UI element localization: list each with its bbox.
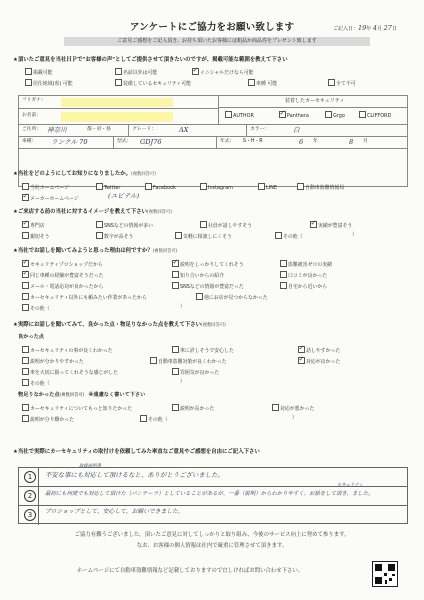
answer-text: 不安な事にも対応して頂けるなと、ありがとうございました。 — [45, 471, 224, 479]
reason-option[interactable] — [22, 293, 147, 301]
date-year[interactable]: 19 — [358, 24, 367, 32]
homepage-text: ホームページにて自動車盗難情報など記載しておりますので宜しければお問い合わせ下さい。 — [76, 568, 304, 574]
question-text: ★当社でお話しを聞いてみようと思った理由は何ですか？ — [13, 248, 153, 254]
checkbox[interactable] — [325, 111, 332, 118]
option-label: 装備しているセキュリティ可能 — [123, 80, 191, 87]
security-option-panthera[interactable] — [279, 108, 309, 119]
checkbox[interactable] — [22, 232, 29, 239]
thanks-text: ご協力有難うございました。頂いたご意見に対してしっかりと取り組み、今後のサービス向上に努めて参ります。 — [74, 532, 350, 538]
reason-option[interactable] — [22, 268, 104, 279]
grade-label: グレード： — [132, 126, 156, 132]
checkbox-checked[interactable] — [22, 257, 29, 267]
option-label: SNSなどの情報が多い — [104, 222, 153, 229]
vehicle-cell[interactable] — [19, 137, 114, 149]
checkmark-icon: ✓ — [22, 257, 29, 266]
checkbox[interactable] — [96, 183, 103, 190]
security-option-author[interactable] — [225, 111, 254, 119]
privacy-text: なお、お客様の個人情報は社内で厳重に管理させて頂きます。 — [136, 543, 288, 549]
checkmark-icon: ✓ — [22, 268, 29, 277]
bad-title-text: 物足りなかった点 — [18, 392, 60, 398]
checkbox-checked[interactable] — [279, 108, 286, 118]
maker-handwritten: (ユピテル) — [108, 192, 140, 200]
checkbox[interactable] — [172, 346, 179, 353]
good-option[interactable] — [172, 346, 234, 354]
checkbox[interactable] — [22, 357, 29, 364]
redacted-highlight — [61, 112, 173, 122]
feedback-row[interactable] — [19, 483, 407, 506]
publish-option[interactable] — [115, 68, 157, 76]
image-option[interactable] — [96, 221, 153, 229]
publish-option[interactable] — [115, 79, 191, 87]
option-label: 専門店 — [30, 222, 45, 229]
grade-cell[interactable] — [129, 125, 247, 137]
option-label: メール・電話応対が良かったから — [30, 283, 104, 290]
address-value: 神奈川 — [47, 126, 67, 134]
multi-answer-note: (複数回答可) — [147, 210, 172, 215]
checkbox-checked[interactable] — [22, 218, 29, 228]
checkmark-icon: ✓ — [298, 354, 305, 363]
maker-name: ユピテル — [110, 192, 137, 200]
answer-number — [19, 468, 39, 486]
good-option[interactable] — [22, 379, 50, 387]
good-option[interactable] — [172, 368, 219, 376]
checkbox[interactable] — [225, 111, 232, 118]
reason-option[interactable] — [22, 257, 103, 268]
option-label: AUTHOR — [233, 112, 254, 119]
feedback-row[interactable] — [19, 506, 407, 525]
option-label: Twitter — [104, 184, 121, 191]
checkbox[interactable] — [297, 183, 304, 190]
reason-question — [13, 248, 177, 255]
checkbox[interactable] — [22, 346, 29, 353]
answer-number-badge: 3 — [24, 509, 36, 521]
experience-question — [13, 322, 226, 329]
redacted-highlight — [61, 98, 173, 107]
option-label: イニシャルだけなら可能 — [200, 69, 254, 76]
bad-option[interactable] — [272, 404, 314, 412]
checkbox-checked[interactable] — [310, 218, 317, 228]
feedback-question: ★当社で実際にカーセキュリティの取付けを依頼してみた率直なご意見やご感想を自由にご記入下さい — [13, 449, 260, 455]
checkbox[interactable] — [22, 379, 29, 386]
bad-option[interactable] — [140, 415, 168, 423]
image-option[interactable] — [22, 232, 50, 240]
checkbox[interactable] — [140, 415, 147, 422]
checkbox[interactable] — [115, 68, 122, 75]
option-label: 気軽に相談しにくそう — [183, 233, 232, 240]
bad-points-title — [18, 392, 145, 399]
image-option[interactable] — [96, 232, 133, 240]
answer-number — [19, 487, 39, 505]
checkbox[interactable] — [22, 415, 29, 422]
security-title: 装着したカーセキュリティ — [285, 98, 345, 104]
date-month[interactable]: 4 — [372, 24, 378, 32]
checkbox[interactable] — [272, 404, 279, 411]
option-label: 対応が良かった — [306, 358, 341, 365]
checkbox[interactable] — [248, 79, 255, 86]
option-label: 知り合いからの紹介 — [180, 272, 225, 279]
date-day-unit: 日 — [391, 26, 397, 32]
image-question — [13, 209, 172, 216]
option-label: Instagram — [208, 184, 233, 191]
close-paren: ） — [352, 232, 357, 238]
era-options: S・H・R — [243, 139, 263, 144]
name-cell[interactable] — [19, 109, 219, 125]
answer-text: 最初にも何度でも対応して頂けた（パンテーラ）としていることがあるが、一番（説明）からわかりやすく、お話をして頂き、ました。 — [45, 491, 374, 497]
option-label: カーセキュリティの事が良くわかった — [30, 347, 113, 354]
checkbox[interactable] — [359, 111, 366, 118]
good-points-title: 良かった点 — [18, 334, 44, 340]
reason-option[interactable] — [172, 257, 244, 268]
option-label: 同じ車種の経験が豊富そうだった — [30, 272, 104, 279]
checkbox[interactable] — [175, 232, 182, 239]
option-label: 数字が高そう — [104, 233, 134, 240]
checkbox[interactable] — [258, 183, 265, 190]
answer-number — [19, 506, 39, 525]
option-label: LINE — [266, 184, 277, 191]
security-cell — [219, 96, 408, 125]
year-unit: 年 — [313, 139, 318, 144]
option-label: 掲載可能 — [33, 69, 53, 76]
option-label: 車を大切に扱ってくれそうな感じがした — [30, 369, 119, 376]
checkbox[interactable] — [150, 357, 157, 364]
qr-code-icon[interactable] — [372, 561, 398, 587]
option-label: 自宅から近いから — [288, 283, 328, 290]
color-value: 白 — [293, 126, 300, 134]
publish-option[interactable] — [25, 79, 73, 87]
checkmark-icon: ✓ — [310, 218, 317, 227]
checkbox[interactable] — [96, 221, 103, 228]
feedback-answers — [18, 464, 408, 524]
checkbox[interactable] — [22, 282, 29, 289]
checkbox[interactable] — [22, 304, 29, 311]
multi-answer-note: (複数回答可) — [201, 323, 226, 328]
checkbox[interactable] — [196, 293, 203, 300]
option-label: 当社ホームページ — [30, 184, 70, 191]
checkbox[interactable] — [280, 282, 287, 289]
multi-answer-note: (複数回答可) — [131, 172, 156, 177]
answer-number-badge: 2 — [24, 490, 36, 502]
address-suffix: 都・府・県 — [87, 127, 111, 132]
checkbox-checked[interactable] — [22, 191, 29, 201]
reason-option[interactable] — [22, 282, 103, 290]
checkbox[interactable] — [275, 232, 282, 239]
reason-option[interactable] — [280, 260, 332, 268]
checkbox-checked[interactable] — [172, 257, 179, 267]
source-option[interactable] — [22, 191, 79, 202]
option-label: 他にお店が見つからなかった — [204, 294, 268, 301]
checkmark-icon: ✓ — [192, 65, 199, 74]
option-label: 説明をしっかりしてくれそう — [180, 261, 244, 268]
security-option-grgo[interactable] — [325, 111, 345, 119]
option-label: メーカーホームページ — [30, 195, 79, 202]
option-label: 説明が分かりやすかった — [30, 358, 84, 365]
vehicle-value: ランクル 70 — [51, 138, 88, 146]
publish-option[interactable] — [192, 65, 254, 76]
candid-note: ※遠慮なく書いて下さい — [88, 392, 146, 398]
option-label: 雰囲気が良かった — [180, 369, 220, 376]
source-option[interactable] — [200, 183, 233, 191]
grade-value: AX — [179, 126, 189, 134]
page-title: アンケートにご協力をお願い致します — [129, 22, 295, 33]
checkbox[interactable] — [25, 68, 32, 75]
option-label: Grgo — [333, 112, 345, 119]
address-cell[interactable] — [19, 125, 129, 137]
publish-option[interactable] — [25, 68, 53, 76]
gift-banner: ご意見ご感想をご記入頂き、お持ち頂いたお客様には粗品か商品券をプレゼント致します — [64, 37, 370, 46]
bad-option[interactable] — [172, 404, 214, 412]
source-option[interactable] — [96, 183, 120, 191]
option-label: 盗難被害ゼロの実績 — [288, 261, 333, 268]
option-label: 車に詳しそうで安心した — [180, 347, 234, 354]
publish-question: ★頂いたご意見を当社ＨＰで"お客様の声"としてご提供させて頂きたいのですが、掲載可能な範囲を教えて下さい — [13, 57, 288, 63]
furigana-cell[interactable] — [19, 96, 219, 109]
publish-option[interactable] — [328, 79, 356, 87]
checkbox[interactable] — [25, 79, 32, 86]
reason-option[interactable] — [280, 271, 327, 279]
reason-option[interactable] — [22, 304, 50, 312]
option-label: 車種 可能 — [256, 80, 278, 87]
checkbox[interactable] — [145, 183, 152, 190]
option-label: その他（ — [30, 305, 50, 312]
checkbox[interactable] — [22, 404, 29, 411]
reason-option[interactable] — [172, 282, 244, 290]
option-label: その他（ — [283, 233, 303, 240]
good-option[interactable] — [298, 343, 341, 354]
option-label: 説明が分り難かった — [30, 416, 75, 423]
answer-annotation: 取扱説明書 — [79, 464, 101, 469]
question-text: ★実際にお話しを聞いてみて、良かった点・物足りなかった点を教えて下さい — [13, 322, 202, 328]
checkbox[interactable] — [172, 368, 179, 375]
security-option-clifford[interactable] — [359, 111, 391, 119]
model-cell[interactable] — [114, 137, 217, 149]
checkbox[interactable] — [328, 79, 335, 86]
bad-option[interactable] — [22, 415, 74, 423]
checkbox[interactable] — [172, 404, 179, 411]
checkbox[interactable] — [172, 271, 179, 278]
checkmark-icon: ✓ — [298, 343, 305, 352]
date-year-unit: 年 — [366, 26, 372, 32]
option-label: 居住地域(県) 可能 — [33, 80, 73, 87]
reason-option[interactable] — [172, 271, 224, 279]
option-label: 話しやすかった — [306, 347, 341, 354]
option-label: 全て不可 — [336, 80, 356, 87]
year-cell[interactable] — [217, 137, 408, 149]
option-label: 実績が豊富そう — [318, 222, 353, 229]
checkbox-checked[interactable] — [298, 354, 305, 364]
option-label: SNSなどの情報が豊富だった — [180, 283, 244, 290]
checkbox[interactable] — [200, 183, 207, 190]
checkbox-checked[interactable] — [192, 65, 199, 75]
question-text: ★当社をどのようにしてお知りになりましたか。 — [13, 171, 132, 177]
option-label: セキュリティプロショップだから — [30, 261, 103, 268]
date-day[interactable]: 27 — [383, 24, 392, 32]
checkbox[interactable] — [22, 368, 29, 375]
checkbox-checked[interactable] — [298, 343, 305, 353]
answer-annotation: セキュリティ — [337, 483, 363, 488]
vehicle-label: 車種： — [22, 138, 37, 144]
option-label: Panthera — [287, 112, 309, 119]
checkbox[interactable] — [22, 183, 29, 190]
name-label: お名前： — [22, 113, 42, 118]
date-month-unit: 月 — [377, 26, 383, 32]
source-option[interactable] — [258, 183, 277, 191]
answer-text: プロショップとして、安心して、お願いできました。 — [45, 509, 184, 515]
image-option[interactable] — [175, 232, 232, 240]
checkbox[interactable] — [172, 282, 179, 289]
address-label: ご住所： — [22, 126, 42, 132]
reason-option[interactable] — [280, 282, 327, 290]
good-option[interactable] — [22, 368, 118, 376]
answer-number-badge: 1 — [24, 471, 36, 483]
option-label: 自動車盗難対策が良くわかった — [158, 358, 227, 365]
source-option[interactable] — [145, 183, 176, 191]
bad-option[interactable] — [22, 404, 132, 412]
checkbox[interactable] — [115, 79, 122, 86]
image-option[interactable] — [275, 232, 303, 240]
option-label: カーセキュリティ以外にも頼みたい作業があったから — [30, 294, 147, 301]
option-label: その他（ — [148, 416, 168, 423]
option-label: カーセキュリティについてもっと知りたかった — [30, 405, 133, 412]
model-label: 型式： — [117, 138, 132, 144]
year-value: 6 — [299, 138, 304, 146]
source-option[interactable] — [22, 183, 69, 191]
checkbox[interactable] — [22, 293, 29, 300]
question-text: ★ご来店する前の当社に対するイメージを教えて下さい — [13, 209, 148, 215]
divider — [219, 107, 408, 108]
checkbox[interactable] — [280, 271, 287, 278]
color-label: カラー： — [250, 126, 270, 132]
entry-date — [333, 24, 397, 32]
option-label: その他（ — [30, 380, 50, 387]
option-label: 自動車盗難情報局 — [305, 184, 345, 191]
multi-answer-note: (複数回答可) — [59, 393, 85, 398]
month-value: 8 — [349, 138, 354, 146]
date-label: ご記入日： — [333, 26, 359, 32]
good-option[interactable] — [22, 357, 84, 365]
option-label: 説明が長かった — [180, 405, 215, 412]
option-label: 対応が悪かった — [280, 405, 315, 412]
option-label: 社員が話しやすそう — [208, 222, 253, 229]
year-label: 年式： — [220, 138, 235, 144]
source-question — [13, 171, 156, 178]
close-paren: ） — [180, 379, 185, 385]
good-option[interactable] — [150, 357, 226, 365]
multi-answer-note: (複数回答可) — [152, 249, 178, 254]
checkmark-icon: ✓ — [22, 191, 29, 200]
checkbox[interactable] — [200, 221, 207, 228]
good-option[interactable] — [22, 346, 113, 354]
model-value: GDJ76 — [140, 138, 162, 146]
close-paren: ） — [292, 415, 297, 421]
furigana-label: フリガナ： — [22, 97, 46, 103]
option-label: Facebook — [153, 184, 176, 191]
color-cell[interactable] — [247, 125, 408, 137]
good-option[interactable] — [298, 354, 341, 365]
reason-option[interactable] — [196, 293, 268, 301]
month-unit: 月 — [363, 139, 368, 144]
image-option[interactable] — [22, 218, 45, 229]
checkbox-checked[interactable] — [22, 268, 29, 278]
image-option[interactable] — [310, 218, 353, 229]
checkmark-icon: ✓ — [279, 108, 286, 117]
close-paren: ） — [180, 304, 185, 310]
checkmark-icon: ✓ — [172, 257, 179, 266]
image-option[interactable] — [200, 221, 252, 229]
publish-option[interactable] — [248, 79, 277, 87]
checkbox[interactable] — [280, 260, 287, 267]
option-label: 口コミが良かった — [288, 272, 328, 279]
option-label: 名前以外は可能 — [123, 69, 158, 76]
checkbox[interactable] — [96, 232, 103, 239]
option-label: 親切そう — [30, 233, 50, 240]
option-label: CLIFFORD — [367, 112, 392, 119]
source-option[interactable] — [297, 183, 344, 191]
checkmark-icon: ✓ — [22, 218, 29, 227]
